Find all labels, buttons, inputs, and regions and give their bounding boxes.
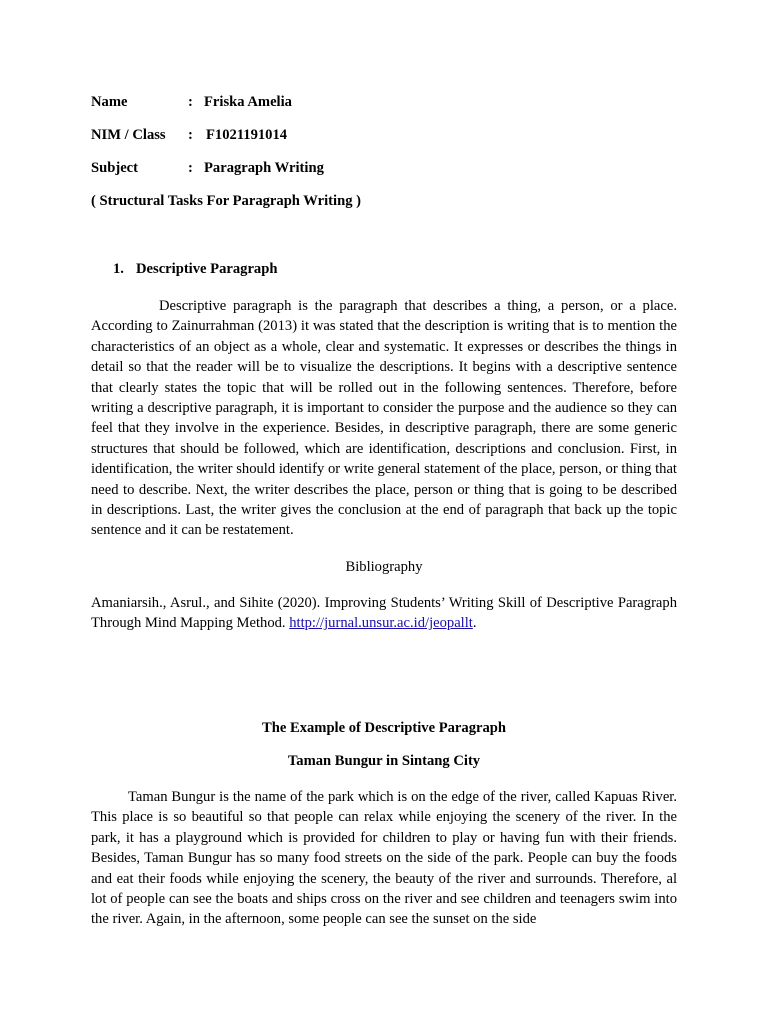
subject-colon: : [188,160,193,176]
subject-value: Paragraph Writing [204,160,324,176]
name-label: Name [91,94,128,110]
example-title: Taman Bungur in Sintang City [287,753,481,769]
citation-period: . [472,615,477,632]
subject-label: Subject [91,160,139,176]
name-colon: : [188,94,193,110]
example-heading: The Example of Descriptive Paragraph [261,720,506,736]
bibliography-heading: Bibliography [345,559,423,575]
citation-text: Amaniarsih., Asrul., and Sihite (2020). Improving Students’ Writing Skill of Descriptive Paragraph Through Mind Mapping Method. [91,595,677,632]
task-title: ( Structural Tasks For Paragraph Writing ) [91,193,362,209]
descriptive-paragraph-body: Descriptive paragraph is the paragraph that describes a thing, a person, or a place. According to Zainurrahman (2013) it was stated that the description is writing that is to mention the characteristics of an object as a whole, clear and systematic. It expresses or describes the things in detail so that the reader will be to visualize the descriptions. It begins with a descriptive sentence that clearly states the topic that will be rolled out in the following sentences. Therefore, before writing a descriptive paragraph, it is important to consider the purpose and the audience so they can feel that they involve in the experience. Besides, in descriptive paragraph, there are some generic structures that should be followed, which are identification, descriptions and conclusion. First, in identification, the writer should identify or write general statement of the place, person, or thing that need to describe. Next, the writer describes the place, person or thing that is going to be described in descriptions. Last, the writer gives the conclusion at the end of paragraph that back up the topic sentence and it can be restatement. [91,298,677,539]
journal-link[interactable]: http://jurnal.unsur.ac.id/jeopallt [289,615,473,632]
nim-class-value: F1021191014 [206,127,288,143]
example-paragraph-body: Taman Bungur is the name of the park which is on the edge of the river, called Kapuas River. This place is so beautiful so that people can relax while enjoying the scenery of the river. In the park, it has a playground which is provided for children to play or having fun with their friends. Besides, Taman Bungur has so many food streets on the side of the park. People can buy the foods and eat their foods while enjoying the scenery, the beauty of the river and surrounds. Therefore, al lot of people can see the boats and ships cross on the river and see children and teenagers swim into the river. Again, in the afternoon, some people can see the sunset on the side [91,789,677,928]
section-number: 1. [113,261,124,277]
section-heading: Descriptive Paragraph [136,261,278,277]
nim-class-colon: : [188,127,193,143]
nim-class-label: NIM / Class [91,127,166,143]
name-value: Friska Amelia [204,94,292,110]
bibliography-entry [91,593,677,634]
